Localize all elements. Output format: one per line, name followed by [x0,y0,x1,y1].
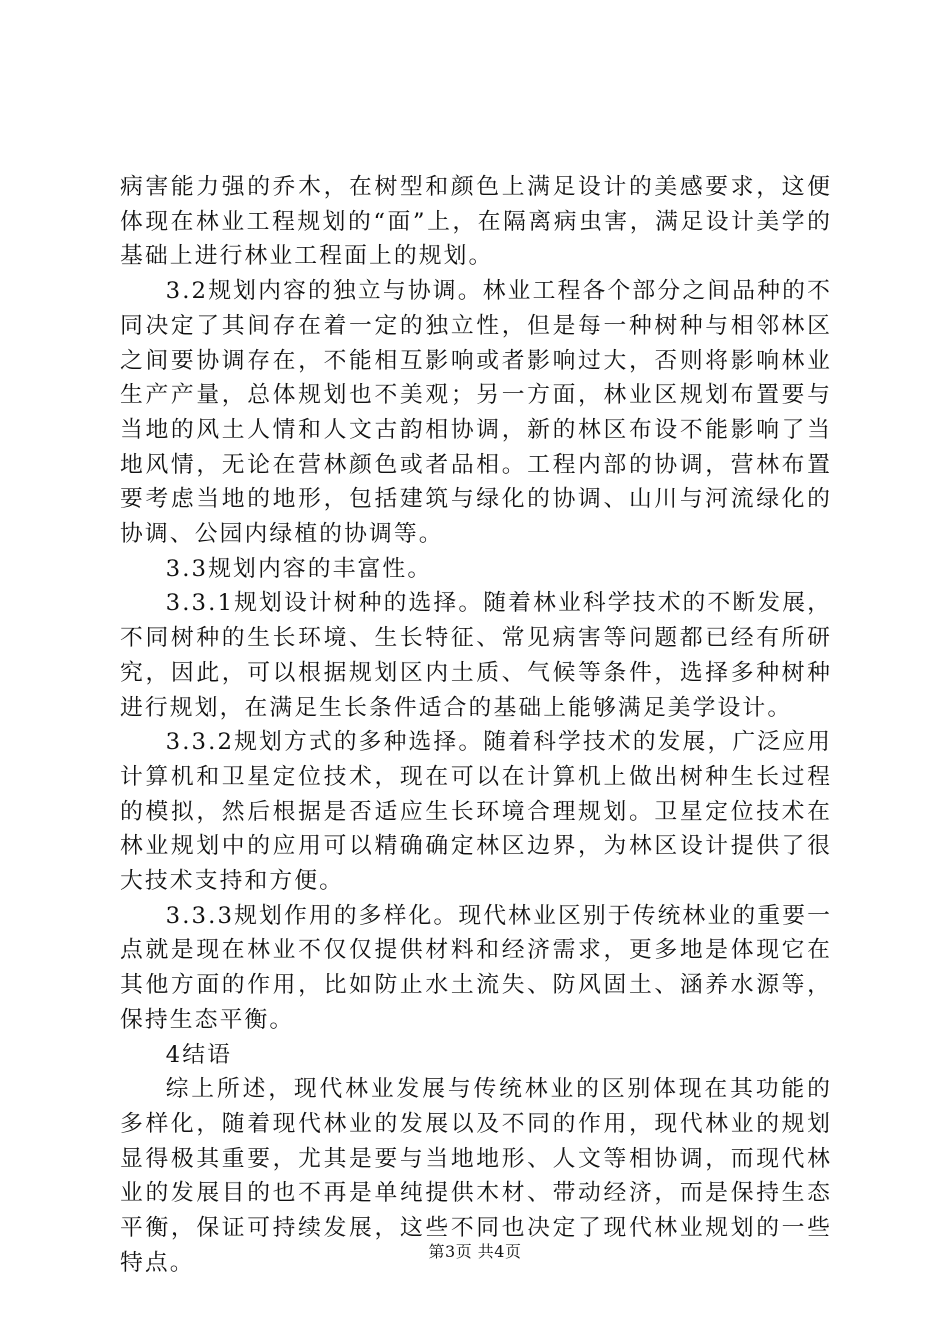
paragraph-section-3-3: 3.3规划内容的丰富性。 [165,555,433,582]
paragraph-section-3-2: 3.2规划内容的独立与协调。林业工程各个部分之间品种的不同决定了其间存在着一定的独立性，但是每一种树种与相邻林区之间要协调存在，不能相互影响或者影响过大，否则将影响林业生产产量，总体规划也不美观；另一方面，林业区规划布置要与当地的风土人情和人文古韵相协调，新的林区布设不能影响了当地风情，无论在营林颜色或者品相。工程内部的协调，营林布置要考虑当地的地形，包括建筑与绿化的协调、山川与河流绿化的协调、公园内绿植的协调等。 [120,278,832,548]
heading-conclusion: 4结语 [165,1041,232,1068]
paragraph-continuation: 病害能力强的乔木，在树型和颜色上满足设计的美感要求，这便体现在林业工程规划的“面”上，在隔离病虫害，满足设计美学的基础上进行林业工程面上的规划。 [120,174,832,270]
paragraph-conclusion: 综上所述，现代林业发展与传统林业的区别体现在其功能的多样化，随着现代林业的发展以及不同的作用，现代林业的规划显得极其重要，尤其是要与当地地形、人文等相协调，而现代林业的发展目的也不再是单纯提供木材、带动经济，而是保持生态平衡，保证可持续发展，这些不同也决定了现代林业规划的一些特点。 [120,1076,832,1276]
page-number-footer: 第3页 共4页 [428,1242,522,1261]
paragraph-section-3-3-3: 3.3.3规划作用的多样化。现代林业区别于传统林业的重要一点就是现在林业不仅仅提供材料和经济需求，更多地是体现它在其他方面的作用，比如防止水土流失、防风固土、涵养水源等，保持生态平衡。 [120,902,832,1033]
document-body [120,170,832,1281]
paragraph-section-3-3-2: 3.3.2规划方式的多种选择。随着科学技术的发展，广泛应用计算机和卫星定位技术，现在可以在计算机上做出树种生长过程的模拟，然后根据是否适应生长环境合理规划。卫星定位技术在林业规划中的应用可以精确确定林区边界，为林区设计提供了很大技术支持和方便。 [120,729,832,895]
paragraph-section-3-3-1: 3.3.1规划设计树种的选择。随着林业科学技术的不断发展，不同树种的生长环境、生长特征、常见病害等问题都已经有所研究，因此，可以根据规划区内土质、气候等条件，选择多种树种进行规划，在满足生长条件适合的基础上能够满足美学设计。 [120,590,832,721]
